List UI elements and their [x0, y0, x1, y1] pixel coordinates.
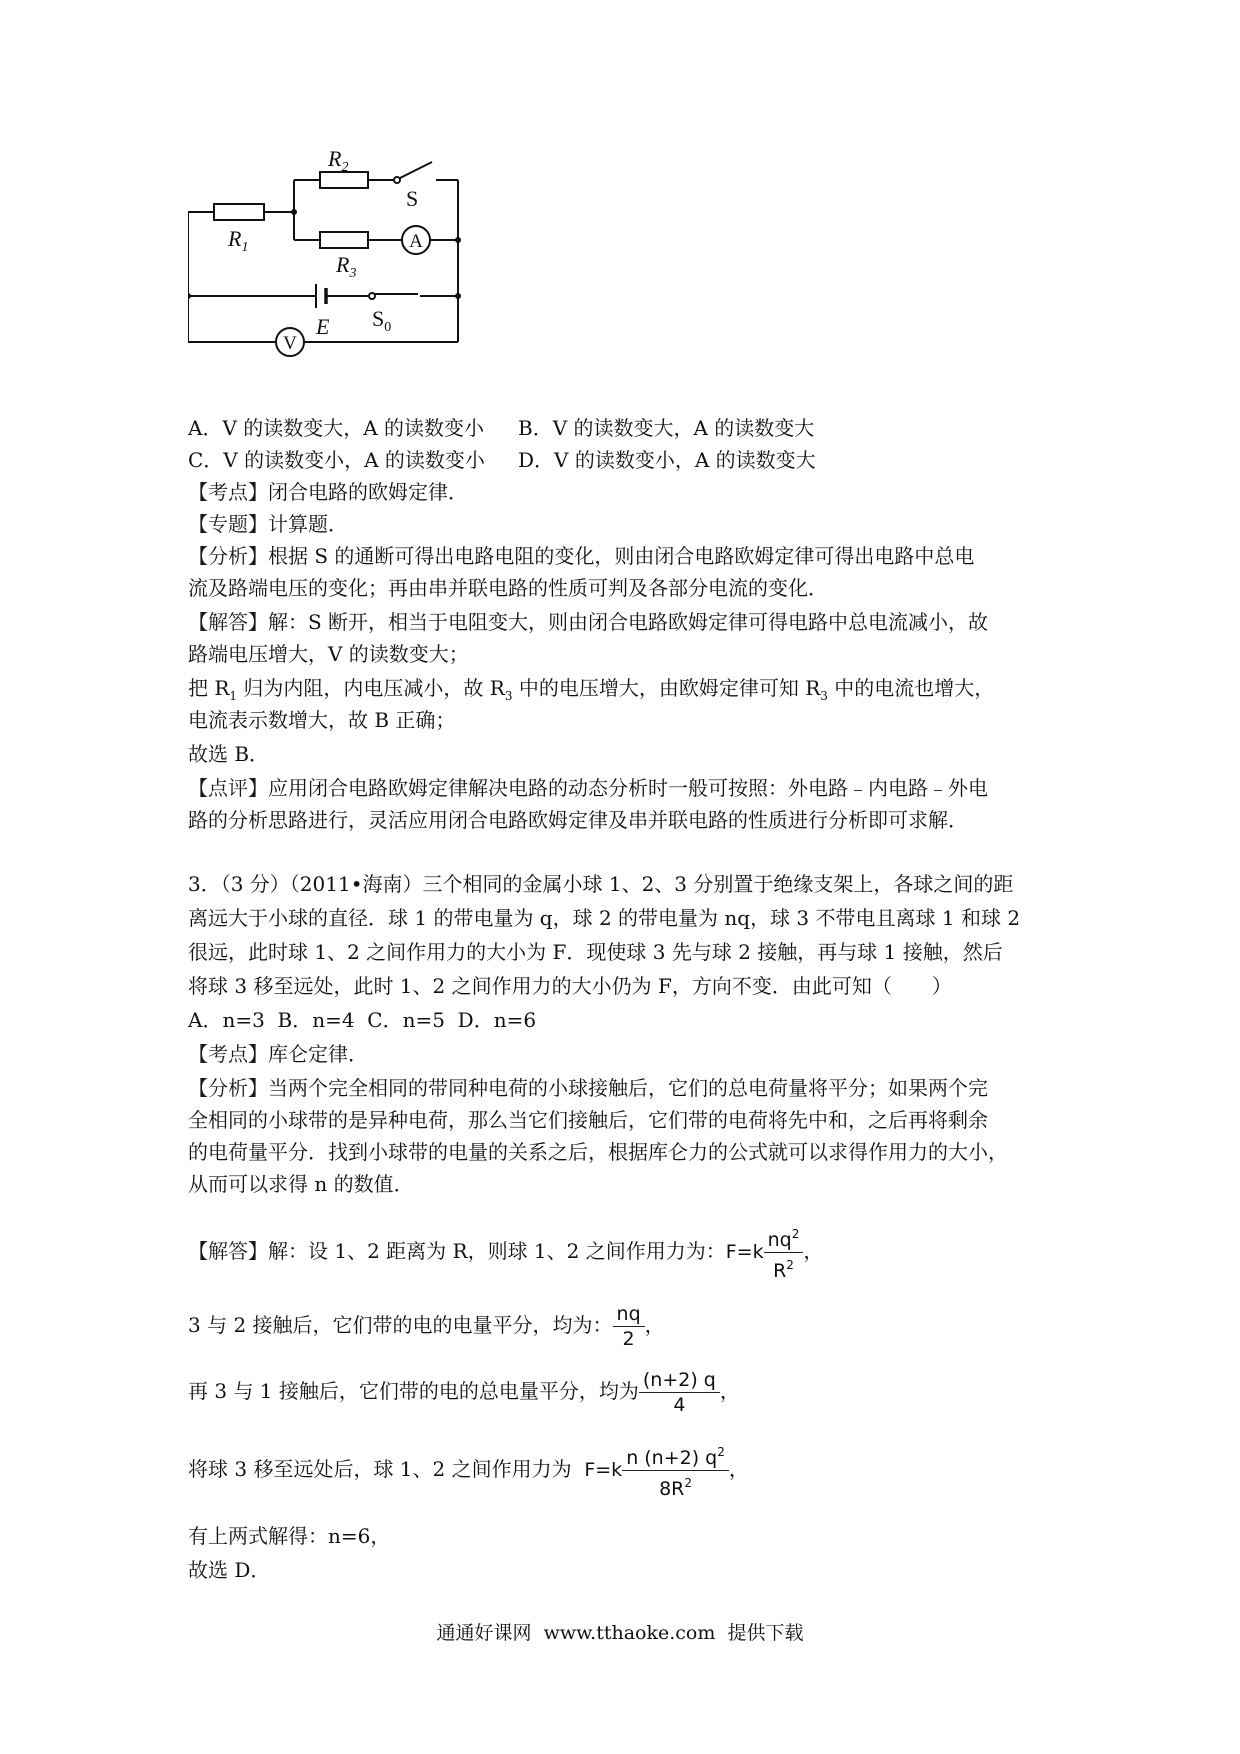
label-ammeter: A [409, 231, 423, 252]
q2-jieda: 【解答】解：S 断开，相当于电阻变大，则由闭合电路欧姆定律可得电路中总电流减小，故 [188, 610, 989, 634]
formula-coulomb-initial: $\frac{nq^2}{R^2}$ [764, 1222, 804, 1283]
q2-zhuanti: 【专题】计算题． [188, 512, 348, 536]
q2-jieda-line-4: 电流表示数增大，故 B 正确； [188, 708, 456, 732]
q3-fenxi: 【分析】当两个完全相同的带同种电荷的小球接触后，它们的总电荷量将平分；如果两个完 [188, 1076, 988, 1100]
q3-kaodian: 【考点】库仑定律． [188, 1042, 368, 1066]
q3-stem-line-4: 将球 3 移至远处，此时 1、2 之间作用力的大小仍为 F，方向不变．由此可知（ ） [188, 974, 952, 998]
q2-jieda-line-5: 故选 B． [188, 742, 270, 766]
formula-charge-after-first-contact: $\frac{nq}{2}$ [613, 1302, 645, 1351]
q2-fenxi-line-2: 流及路端电压的变化；再由串并联电路的性质可判及各部分电流的变化． [188, 576, 828, 600]
q2-option-c: C．V 的读数变小，A 的读数变小 [188, 448, 485, 472]
q3-jieda-line-5: 有上两式解得：n=6， [188, 1524, 391, 1548]
q2-option-d: D．V 的读数变小，A 的读数变大 [518, 448, 816, 472]
q3-jieda-line-6: 故选 D． [188, 1558, 271, 1582]
q3-options: A．n=3 B．n=4 C．n=5 D．n=6 [188, 1008, 537, 1032]
resistor-r1 [214, 204, 264, 220]
q2-kaodian: 【考点】闭合电路的欧姆定律． [188, 480, 468, 504]
label-r3: $R_3$ [336, 252, 357, 281]
label-voltmeter: V [283, 333, 297, 354]
q3-jieda-line-4: 将球 3 移至远处后，球 1、2 之间作用力为 F=k $\frac{n (n+2) q^2}{8R^2}$ ， [188, 1440, 749, 1501]
q2-option-a: A．V 的读数变大，A 的读数变小 [188, 416, 485, 440]
formula-charge-after-second-contact: $\frac{(n+2) q}{4}$ [639, 1368, 720, 1417]
q3-fenxi-line-4: 从而可以求得 n 的数值． [188, 1172, 414, 1196]
q2-options-row-1 [188, 412, 814, 444]
q2-dianping-line-2: 路的分析思路进行，灵活应用闭合电路欧姆定律及串并联电路的性质进行分析即可求解． [188, 808, 968, 832]
q3-fenxi-line-2: 全相同的小球带的是异种电荷，那么当它们接触后，它们带的电荷将先中和，之后再将剩余 [188, 1108, 988, 1132]
label-s: S [406, 186, 419, 211]
switch-s-blade [400, 162, 432, 178]
label-e: E [316, 314, 330, 339]
q2-options-row-2 [188, 444, 816, 476]
formula-coulomb-final: $\frac{n (n+2) q^2}{8R^2}$ [622, 1440, 729, 1501]
q2-option-b: B．V 的读数变大，A 的读数变大 [518, 416, 815, 440]
q3-stem-line-1: 3．（3 分）（2011•海南）三个相同的金属小球 1、2、3 分别置于绝缘支架上，各球之间的距 [188, 872, 1014, 896]
q3-jieda-line-3: 再 3 与 1 接触后，它们带的电的总电量平分，均为 $\frac{(n+2) q}{4}$ ， [188, 1369, 740, 1416]
page-footer: 通通好课网 www.tthaoke.com 提供下载 [436, 1622, 804, 1644]
q3-stem-line-3: 很远，此时球 1、2 之间作用力的大小为 F．现使球 3 先与球 2 接触，再与球 1 接触，然后 [188, 940, 1003, 964]
label-r1: $R_1$ [228, 226, 249, 255]
q2-jieda-line-2: 路端电压增大，V 的读数变大； [188, 642, 469, 666]
circuit-diagram [188, 150, 528, 400]
label-r2: $R_2$ [328, 150, 349, 175]
q2-dianping: 【点评】应用闭合电路欧姆定律解决电路的动态分析时一般可按照：外电路﹣内电路﹣外电 [188, 776, 988, 800]
q3-jieda-line-2: 3 与 2 接触后，它们带的电的电量平分，均为： $\frac{nq}{2}$ ， [188, 1303, 665, 1350]
q3-jieda: 【解答】解：设 1、2 距离为 R，则球 1、2 之间作用力为：F=k $\frac{nq^2}{R^2}$ ， [188, 1222, 823, 1283]
q3-fenxi-line-3: 的电荷量平分．找到小球带的电量的关系之后，根据库仑力的公式就可以求得作用力的大小， [188, 1140, 1008, 1164]
q2-jieda-line-3: 把 $R_1$ 归为内阻，内电压减小，故 $R_3$ 中的电压增大，由欧姆定律可知 $R_3$ 中的电流也增大， [188, 676, 995, 703]
resistor-r3 [320, 232, 368, 248]
q3-stem-line-2: 离远大于小球的直径．球 1 的带电量为 q，球 2 的带电量为 nq，球 3 不带电且离球 1 和球 2 [188, 906, 1021, 930]
label-s0: $S_0$ [372, 306, 392, 335]
q2-fenxi: 【分析】根据 S 的通断可得出电路电阻的变化，则由闭合电路欧姆定律可得出电路中总电 [188, 544, 975, 568]
